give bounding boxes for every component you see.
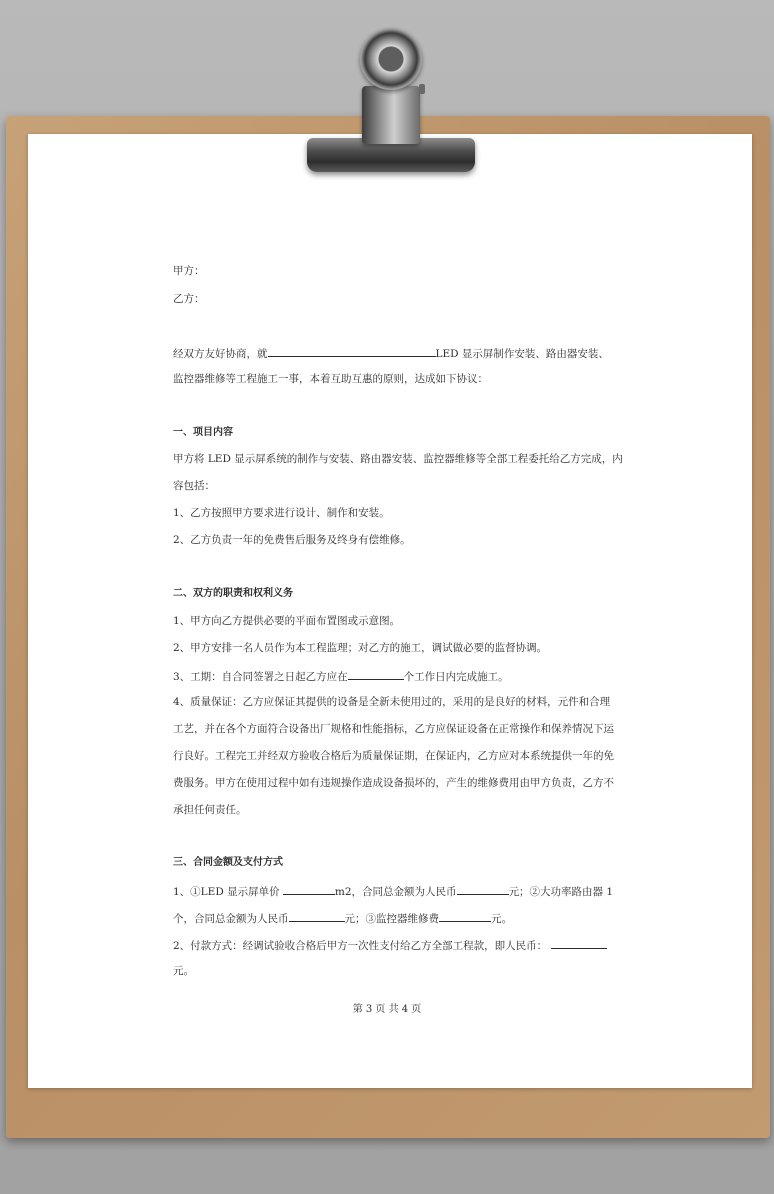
repair-fee-label: 元；③监控器维修费 bbox=[344, 913, 439, 925]
total-amount-label-2: 个，合同总金额为人民币 bbox=[173, 913, 289, 925]
total-amount-label-1: m2，合同总金额为人民币 bbox=[334, 886, 457, 898]
section-1-heading: 一、项目内容 bbox=[173, 427, 233, 438]
unit-price-blank bbox=[283, 883, 335, 895]
intro-line-1 bbox=[173, 345, 609, 361]
section-1-item-2: 2、乙方负责一年的免费售后服务及终身有偿维修。 bbox=[173, 534, 411, 546]
intro-text-b: LED 显示屏制作安装、路由器安装、 bbox=[435, 348, 609, 360]
intro-line-2: 监控器维修等工程施工一事，本着互助互惠的原则，达成如下协议： bbox=[173, 373, 488, 385]
section-1-para-line-1: 甲方将 LED 显示屏系统的制作与安装、路由器安装、监控器维修等全部工程委托给乙方完成，内 bbox=[173, 453, 623, 465]
payment-amount-blank bbox=[551, 937, 607, 949]
section-2-item-1: 1、甲方向乙方提供必要的平面布置图或示意图。 bbox=[173, 615, 401, 627]
section-3-line-3 bbox=[173, 937, 607, 953]
intro-text-a: 经双方友好协商，就 bbox=[173, 348, 268, 360]
payment-method-text: 2、付款方式：经调试验收合格后甲方一次性支付给乙方全部工程款，即人民币： bbox=[173, 940, 548, 952]
party-a-label: 甲方： bbox=[173, 265, 205, 277]
repair-fee-blank bbox=[439, 910, 491, 922]
section-3-heading: 三、合同金额及支付方式 bbox=[173, 857, 283, 868]
duration-text-a: 3、工期：自合同签署之日起乙方应在 bbox=[173, 671, 348, 683]
section-2-item-4-line-5: 承担任何责任。 bbox=[173, 804, 247, 816]
section-2-item-2: 2、甲方安排一名人员作为本工程监理；对乙方的施工，调试做必要的监督协调。 bbox=[173, 642, 548, 654]
yuan-suffix-1: 元。 bbox=[491, 913, 512, 925]
section-2-heading: 二、双方的职责和权利义务 bbox=[173, 588, 293, 599]
section-3-line-2 bbox=[173, 910, 512, 926]
section-2-item-4-line-4: 费服务。甲方在使用过程中如有违规操作造成设备损坏的，产生的维修费用由甲方负责，乙方不 bbox=[173, 777, 614, 789]
section-1-para-line-2: 容包括： bbox=[173, 480, 215, 492]
section-3-line-4: 元。 bbox=[173, 965, 194, 977]
router-label: 元；②大功率路由器 1 bbox=[508, 886, 614, 898]
section-3-line-1 bbox=[173, 883, 613, 899]
section-2-item-3 bbox=[173, 668, 509, 684]
project-name-blank bbox=[268, 345, 436, 357]
section-1-item-1: 1、乙方按照甲方要求进行设计、制作和安装。 bbox=[173, 507, 390, 519]
duration-text-b: 个工作日内完成施工。 bbox=[403, 671, 509, 683]
clip-pin bbox=[419, 84, 425, 94]
clip-body bbox=[362, 86, 420, 144]
page-footer: 第 3 页 共 4 页 bbox=[352, 1004, 422, 1015]
section-2-item-4-line-1: 4、质量保证：乙方应保证其提供的设备是全新未使用过的，采用的是良好的材料，元件和合理 bbox=[173, 696, 611, 708]
clip-ring-icon bbox=[360, 28, 422, 90]
section-2-item-4-line-2: 工艺，并在各个方面符合设备出厂规格和性能指标，乙方应保证设备在正常操作和保养情况下运 bbox=[173, 723, 614, 735]
total-amount-blank-2 bbox=[289, 910, 345, 922]
party-b-label: 乙方： bbox=[173, 293, 205, 305]
section-2-item-4-line-3: 行良好。工程完工并经双方验收合格后为质量保证期，在保证内，乙方应对本系统提供一年的免 bbox=[173, 750, 614, 762]
total-amount-blank-1 bbox=[457, 883, 509, 895]
unit-price-label: 1、①LED 显示屏单价 bbox=[173, 886, 280, 898]
duration-days-blank bbox=[348, 668, 404, 680]
